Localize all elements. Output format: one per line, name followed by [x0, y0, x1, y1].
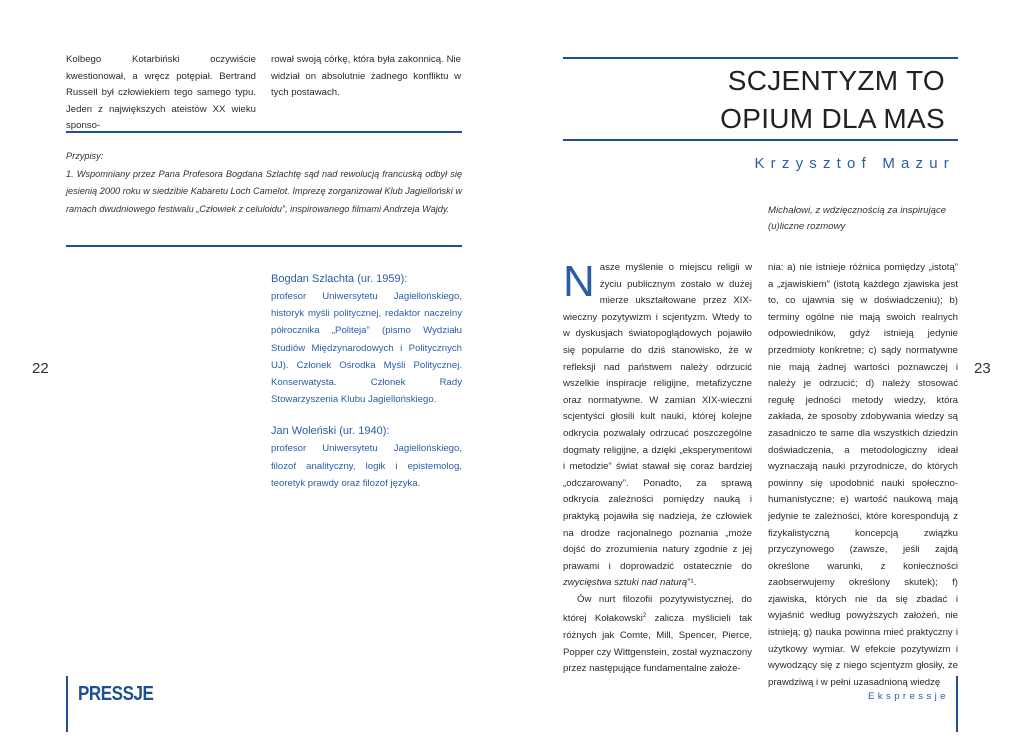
page-number-right: 23	[974, 360, 991, 377]
article-column-2-text: nia: a) nie istnieje różnica pomiędzy „istotą” a „zjawiskiem” (istotą każdego zjawiska jest to, co ujawnia się w doświadczeniu); b) terminy ogólne nie mają swoich realnych odpowiedników, gdyż istnieją jedynie przedmioty konkretne; c) sądy normatywne nie mają żadnej wartości poznawczej i należy je odrzucić; d) należy stosować regułę jedności metody wiedzy, która zakłada, że sposoby zdobywania wiedzy są zasadniczo te same dla wszystkich dziedzin doświadczenia, a metodologiczny ideał wyznaczają nauki przyrodnicze, do których powinny się upodobnić nauki społeczno-humanistyczne; e) wartość naukową mają jedynie te zależności, które korespondują z fizykalistyczną koncepcją związku przyczynowego (zawsze, jeśli zajdą określone warunki, z konieczności zaobserwujemy określony skutek); f) zjawiska, których nie da się zbadać i wyjaśnić według powyższych założeń, nie istnieją; g) nauka powinna mieć praktyczny i użytkowy wymiar. W efekcie pozytywizm i wywodzący się z niego scjentyzm głosiły, że prawdziwą i w pełni uzasadnioną wiedzę	[768, 262, 958, 688]
right-footer-rule	[956, 676, 958, 732]
article-title-line-2: OPIUM DLA MAS	[720, 103, 945, 134]
pressje-logo: PRESSJE	[78, 683, 154, 705]
drop-cap: N	[563, 257, 595, 306]
bio-2-heading: Jan Woleński (ur. 1940):	[271, 425, 390, 438]
left-footer-rule	[66, 676, 68, 732]
article-title-line-1: SCJENTYZM TO	[727, 65, 945, 96]
article-column-1	[563, 257, 752, 678]
author-bios	[271, 270, 462, 492]
article-author: Krzysztof Mazur	[754, 155, 955, 172]
page-number-left: 22	[32, 360, 49, 377]
article-paragraph-1-end: ”¹.	[687, 577, 697, 589]
left-divider-bottom	[66, 245, 462, 247]
left-top-column-1-text: Kolbego Kotarbiński oczywiście kwestionował, a wręcz potępiał. Bertrand Russell był człowiekiem tego samego typu. Jeden z największych ateistów XX wieku sponso-	[66, 54, 256, 132]
left-top-column-1	[66, 52, 256, 135]
dedication: Michałowi, z wdzięcznością za inspirujące (u)liczne rozmowy	[768, 205, 947, 232]
article-paragraph-2a: Ów nurt filozofii pozytywistycznej, do której Kołakowski	[563, 593, 752, 625]
footer-section-label: Ekspressje	[868, 691, 949, 702]
article-title	[563, 62, 945, 138]
title-rule-bottom	[563, 139, 958, 141]
footnote-marker-2: 2	[642, 613, 647, 620]
footnotes-label: Przypisy:	[66, 151, 104, 161]
bio-1-heading: Bogdan Szlachta (ur. 1959):	[271, 273, 408, 285]
article-paragraph-1-italic: zwycięstwa sztuki nad naturą	[563, 577, 688, 589]
footnote-1: 1. Wspomniany przez Pana Profesora Bogdana Szlachtę sąd nad rewolucją francuską odbył się jesienią 2000 roku w siedzibie Kabaretu Loch Camelot. Imprezę zorganizował Klub Jagielloński w ramach dwudniowego festiwalu „Człowiek z celuloidu”, inspirowanego filmami Andrzeja Wajdy.	[66, 168, 462, 214]
left-top-column-2-text: rował swoją córkę, która była zakonnicą. Nie widział on absolutnie żadnego konfliktu w tych postawach.	[271, 54, 461, 99]
title-rule-top	[563, 57, 958, 59]
bio-2-body: profesor Uniwersytetu Jagiellońskiego, filozof analityczny, logik i epistemolog, teoretyk prawdy oraz filozof języka.	[271, 443, 462, 489]
article-paragraph-1-start: asze myślenie o miejscu religii w życiu publicznym zostało w dużej mierze ukształtowane przez XIX-wieczny pozytywizm i scjentyzm. Wtedy to w dyskusjach światopoglądowych pojawiło się popularne do dziś stanowisko, że w refleksji nad państwem należy odrzucić wszelkie inspiracje religijne, metafizyczne oraz normatywne. W zamian XIX-wieczni scjentyści głosili kult nauki, której kolejne odkrycia pozwalały odrzucać poszczególne dogmaty religijne, a dzięki „eksperymentowi i metodzie” świat stawał się coraz bardziej „odczarowany”. Ponadto, za sprawą odkrycia zależności pomiędzy nauką i praktyką pojawiła się nadzieja, że człowiek na drodze racjonalnego poznania „może dojść do zrozumienia natury zgodnie z jej prawami i doprowadzić ostatecznie do	[563, 262, 752, 572]
left-divider-top	[66, 131, 462, 133]
footnotes	[66, 148, 462, 218]
article-column-2	[768, 260, 958, 691]
article-paragraph-2b: zalicza myślicieli tak różnych jak Comte, Mill, Spencer, Pierce, Popper czy Wittgenstein, został wyznaczony przez następujące fundamentalne założe-	[563, 613, 752, 675]
bio-1-body: profesor Uniwersytetu Jagiellońskiego, historyk myśli politycznej, redaktor naczelny półrocznika „Politeja” (pismo Wydziału Studiów Międzynarodowych i Politycznych UJ). Członek Ośrodka Myśli Politycznej. Konserwatysta. Członek Rady Stowarzyszenia Klubu Jagiellońskiego.	[271, 291, 462, 406]
left-top-column-2	[271, 52, 461, 102]
